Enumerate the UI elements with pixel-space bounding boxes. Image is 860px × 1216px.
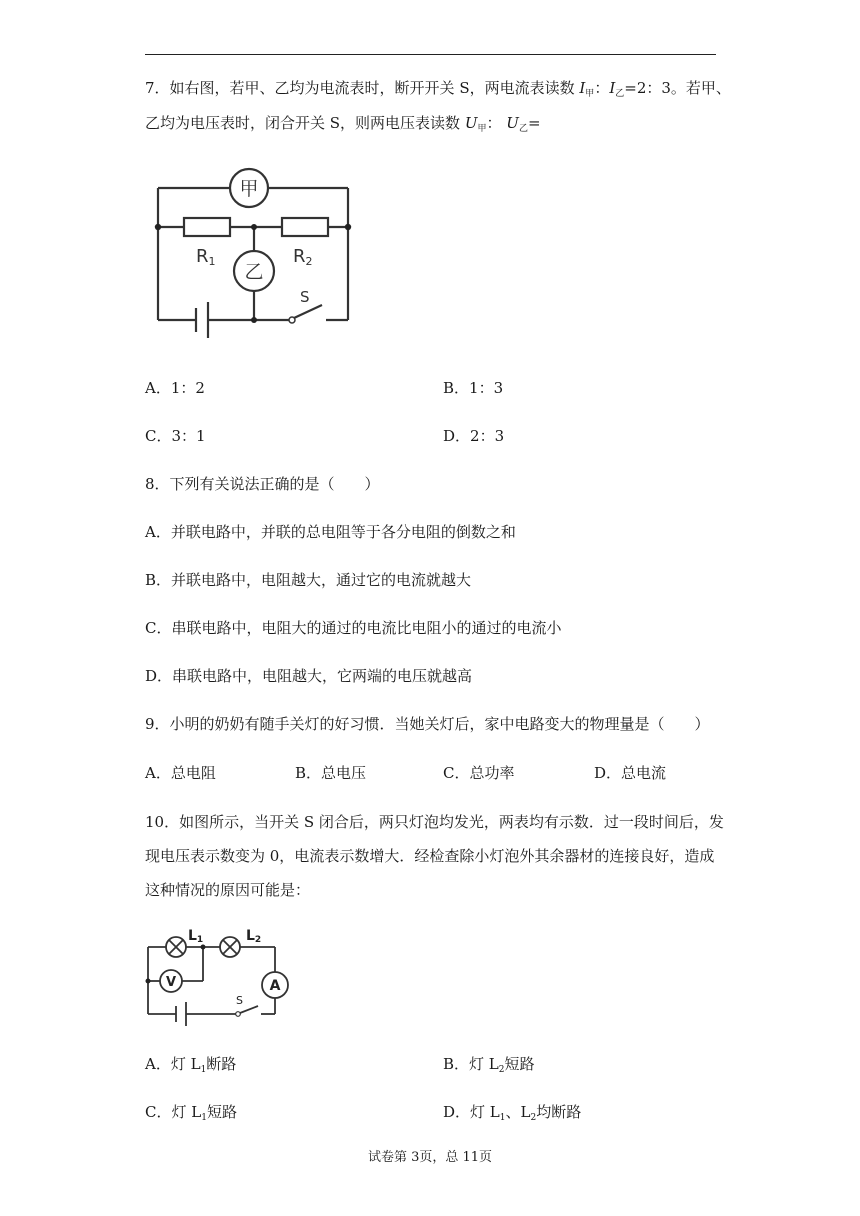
r2-label: R2	[293, 246, 313, 268]
r1-label: R1	[196, 246, 216, 268]
q8-option-c[interactable]: C．串联电路中，电阻大的通过的电流比电阻小的通过的电流小	[145, 619, 562, 637]
meter-jia-label: 甲	[239, 178, 259, 200]
q8-stem: 8．下列有关说法正确的是（ ）	[145, 475, 380, 493]
q10-option-d[interactable]: D．灯 $L_1$、$L_2$均断路	[443, 1103, 582, 1123]
q7-option-d[interactable]: D．2：3	[443, 427, 505, 445]
q10-stem-line2: 现电压表示数变为 0，电流表示数增大．经检查除小灯泡外其余器材的连接良好，造成	[145, 847, 715, 865]
q7-stem-line1: 7．如右图，若甲、乙均为电流表时，断开开关 S，两电流表读数 $I_甲$：$I_乙=2$：3。若甲、	[145, 79, 731, 99]
switch-s-label: S	[300, 288, 310, 306]
q9-stem: 9．小明的奶奶有随手关灯的好习惯．当她关灯后，家中电路变大的物理量是（ ）	[145, 715, 710, 733]
q7-circuit-diagram	[150, 165, 362, 340]
q10-option-a[interactable]: A．灯 $L_1$断路	[145, 1055, 237, 1075]
q7-option-c[interactable]: C．3：1	[145, 427, 206, 445]
q10-option-b[interactable]: B．灯 $L_2$短路	[443, 1055, 535, 1075]
meter-yi-label: 乙	[244, 261, 264, 283]
q10-stem-line3: 这种情况的原因可能是：	[145, 881, 311, 899]
q8-option-a[interactable]: A．并联电路中，并联的总电阻等于各分电阻的倒数之和	[145, 523, 516, 541]
l1-label: L1	[188, 928, 204, 945]
header-rule	[145, 54, 716, 55]
page-footer: 试卷第 3页，总 11页	[367, 1150, 493, 1165]
q9-option-c[interactable]: C．总功率	[443, 764, 515, 782]
voltmeter-label: V	[165, 975, 177, 990]
q7-option-a[interactable]: A．1：2	[145, 379, 205, 397]
q9-option-b[interactable]: B．总电压	[295, 764, 367, 782]
q7-option-b[interactable]: B．1：3	[443, 379, 504, 397]
q8-option-d[interactable]: D．串联电路中，电阻越大，它两端的电压就越高	[145, 667, 473, 685]
q8-option-b[interactable]: B．并联电路中，电阻越大，通过它的电流就越大	[145, 571, 472, 589]
q10-option-c[interactable]: C．灯 $L_1$短路	[145, 1103, 237, 1123]
switch-s-label: S	[236, 994, 243, 1007]
ammeter-label: A	[269, 978, 281, 994]
q7-stem-line2: 乙均为电压表时，闭合开关 S，则两电压表读数 $U_甲$： $U_乙=$	[145, 114, 541, 134]
q9-option-d[interactable]: D．总电流	[594, 764, 667, 782]
l2-label: L2	[246, 928, 262, 945]
q10-stem-line1: 10．如图所示，当开关 S 闭合后，两只灯泡均发光，两表均有示数．过一段时间后，发	[145, 813, 724, 831]
q9-option-a[interactable]: A．总电阻	[145, 764, 216, 782]
q10-circuit-diagram	[140, 926, 300, 1030]
